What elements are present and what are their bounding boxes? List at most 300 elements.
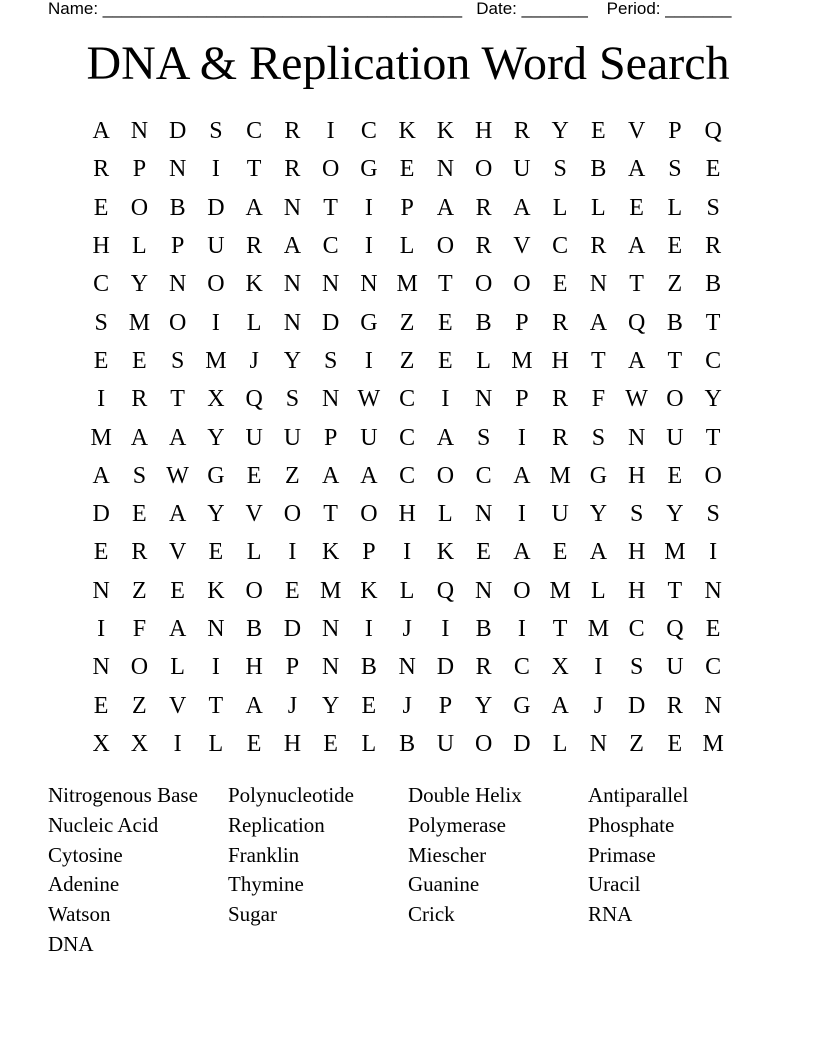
grid-letter: I [709,539,718,566]
grid-letter: N [283,194,302,221]
grid-letter: I [517,424,526,451]
grid-letter: D [92,501,110,528]
grid-letter: C [399,424,416,451]
grid-letter: M [511,347,533,374]
grid-letter: B [666,309,683,336]
grid-letter: E [667,730,683,757]
grid-letter: C [475,462,492,489]
grid-letter: K [321,539,340,566]
grid-letter: P [400,194,414,221]
grid-letter: D [168,118,187,145]
grid-letter: C [705,654,722,681]
grid-letter: T [323,194,338,221]
grid-letter: N [474,501,493,528]
grid-letter: S [706,501,720,528]
grid-letter: L [591,577,606,604]
grid-letter: R [666,692,683,719]
grid-letter: M [319,577,342,604]
grid-letter: T [591,347,606,374]
word-list-item: Watson [48,902,111,927]
grid-letter: I [97,616,106,642]
word-list-item: Antiparallel [588,783,689,807]
grid-letter: F [132,616,147,642]
grid-letter: W [625,386,648,413]
grid-letter: M [90,424,112,451]
grid-letter: R [552,386,569,413]
grid-letter: E [667,233,683,260]
grid-letter: N [321,654,340,681]
grid-letter: S [94,309,108,336]
grid-letter: F [591,386,606,413]
grid-letter: A [245,692,263,719]
grid-letter: C [399,386,416,413]
word-list-item: Nucleic Acid [48,812,159,837]
grid-letter: E [323,730,338,757]
grid-letter: A [92,118,110,145]
grid-letter: K [245,271,263,298]
grid-letter: A [245,194,263,221]
grid-letter: A [130,424,149,451]
grid-letter: O [283,501,302,528]
grid-letter: Z [667,271,683,298]
grid-letter: H [283,730,302,757]
grid-letter: A [589,309,608,336]
grid-letter: R [475,654,492,681]
grid-letter: E [93,347,109,374]
grid-letter: X [551,654,569,681]
grid-letter: Y [551,118,569,145]
grid-letter: C [513,654,530,681]
grid-letter: R [131,386,148,413]
grid-letter: N [92,577,110,604]
grid-letter: S [170,347,185,374]
grid-letter: U [207,233,225,260]
grid-letter: K [207,577,225,604]
grid-letter: E [285,577,300,604]
grid-letter: A [283,233,302,260]
grid-letter: B [705,271,722,298]
grid-letter: O [130,194,149,221]
grid-letter: C [246,118,263,145]
grid-letter: D [283,616,302,642]
grid-letter: L [591,194,606,221]
grid-letter: T [667,347,683,374]
grid-letter: P [668,118,682,145]
grid-letter: R [552,424,569,451]
grid-letter: W [166,462,189,489]
grid-letter: N [474,386,493,413]
grid-letter: I [97,386,106,413]
grid-letter: S [553,156,567,183]
grid-letter: I [441,386,450,413]
grid-letter: M [664,539,686,566]
grid-letter: R [513,118,530,145]
grid-letter: H [245,654,263,681]
grid-letter: L [399,577,415,604]
grid-letter: E [552,539,568,566]
grid-letter: N [321,271,340,298]
grid-letter: E [591,118,606,145]
grid-letter: O [321,156,340,183]
word-list-item: RNA [588,902,633,927]
grid-letter: O [436,462,455,489]
grid-letter: J [593,692,604,719]
grid-letter: C [93,271,110,298]
grid-letter: U [551,501,569,528]
grid-letter: P [362,539,376,566]
grid-letter: N [168,156,187,183]
grid-letter: M [396,271,418,298]
grid-letter: B [246,616,263,642]
grid-letter: V [168,539,187,566]
word-list-item: DNA [48,931,94,956]
student-info-line: Name: ______________________________________ Date: _______ Period: _______ [48,0,732,18]
grid-letter: T [246,156,262,183]
grid-letter: M [549,462,571,489]
grid-letter: G [360,156,378,183]
grid-letter: Q [245,386,263,413]
grid-letter: U [283,424,302,451]
grid-letter: E [170,577,185,604]
word-list-item: Cytosine [48,842,123,867]
grid-letter: R [475,194,492,221]
grid-letter: H [627,539,646,566]
grid-letter: I [364,194,373,221]
grid-letter: A [436,194,455,221]
grid-letter: G [360,309,378,336]
word-list-item: Replication [228,812,325,837]
grid-letter: U [513,156,531,183]
grid-letter: B [169,194,186,221]
grid-letter: T [667,577,683,604]
grid-letter: G [589,462,608,489]
grid-letter: M [549,577,571,604]
grid-letter: E [438,309,453,336]
grid-letter: X [92,730,110,757]
grid-letter: V [245,501,263,528]
grid-letter: V [168,692,187,719]
grid-letter: H [474,118,493,145]
grid-letter: B [360,654,377,681]
word-list-item: Polymerase [408,812,506,837]
grid-letter: E [438,347,453,374]
grid-letter: M [702,730,724,757]
grid-letter: T [552,616,568,642]
grid-letter: S [285,386,300,413]
grid-letter: J [249,347,259,374]
grid-letter: X [130,730,149,757]
word-list-item: Nitrogenous Base [48,783,198,807]
grid-letter: B [590,156,607,183]
grid-letter: Y [666,501,684,528]
word-list-item: Sugar [228,902,277,927]
grid-letter: S [209,118,223,145]
page-title: DNA & Replication Word Search [86,37,730,90]
word-list-item: Guanine [408,872,480,897]
grid-letter: S [132,462,147,489]
grid-letter: R [552,309,569,336]
word-list [48,782,768,961]
grid-letter: A [627,156,646,183]
grid-letter: Z [132,692,147,719]
grid-letter: G [207,462,225,489]
grid-letter: I [364,616,373,642]
grid-letter: N [704,692,722,719]
grid-letter: E [629,194,644,221]
grid-letter: L [208,730,224,757]
grid-letter: N [321,386,340,413]
grid-letter: I [211,156,220,183]
grid-letter: N [283,271,302,298]
grid-letter: Y [130,271,149,298]
grid-letter: L [399,233,415,260]
grid-letter: N [130,118,149,145]
grid-letter: E [476,539,491,566]
grid-letter: L [438,501,453,528]
grid-letter: A [168,424,187,451]
letter-grid [82,112,732,763]
grid-letter: S [591,424,606,451]
word-list-item: Thymine [228,872,304,897]
grid-letter: J [287,692,298,719]
grid-letter: S [706,194,720,221]
grid-letter: D [513,730,531,757]
grid-letter: C [399,462,416,489]
word-list-item: Uracil [588,872,641,897]
grid-letter: S [629,501,644,528]
grid-letter: T [629,271,644,298]
grid-letter: N [283,309,302,336]
grid-letter: I [211,309,220,336]
grid-letter: A [360,462,378,489]
grid-letter: N [321,616,340,642]
grid-letter: N [474,577,493,604]
grid-letter: V [627,118,646,145]
grid-letter: U [666,424,684,451]
grid-letter: E [246,462,262,489]
grid-letter: Y [474,692,493,719]
grid-letter: N [704,577,722,604]
grid-letter: T [705,309,721,336]
word-list-item: Primase [588,842,656,867]
grid-letter: P [438,692,453,719]
grid-letter: H [627,462,646,489]
word-list-item: Adenine [48,872,120,897]
grid-letter: T [208,692,224,719]
grid-letter: N [398,654,416,681]
grid-letter: M [128,309,151,336]
grid-letter: J [402,692,412,719]
grid-letter: I [364,233,373,260]
grid-letter: L [246,539,262,566]
grid-letter: K [360,577,378,604]
grid-letter: A [589,539,608,566]
grid-letter: A [513,539,531,566]
grid-letter: I [594,654,603,681]
grid-letter: E [667,462,683,489]
word-list-item: Franklin [228,842,300,867]
grid-letter: Q [704,118,722,145]
grid-letter: I [173,730,182,757]
grid-letter: D [207,194,225,221]
grid-letter: R [93,156,110,183]
grid-letter: N [168,271,187,298]
grid-letter: W [357,386,381,413]
grid-letter: O [360,501,378,528]
grid-letter: G [513,692,531,719]
grid-letter: B [399,730,416,757]
grid-letter: I [288,539,297,566]
grid-letter: P [515,386,529,413]
grid-letter: E [132,501,147,528]
grid-letter: H [551,347,569,374]
grid-letter: T [170,386,185,413]
grid-letter: L [246,309,262,336]
grid-letter: A [513,462,531,489]
grid-letter: P [323,424,338,451]
grid-letter: Y [207,501,225,528]
grid-letter: A [551,692,569,719]
grid-letter: R [590,233,607,260]
grid-letter: O [666,386,684,413]
grid-letter: A [436,424,455,451]
grid-letter: C [628,616,645,642]
grid-letter: N [627,424,646,451]
grid-letter: A [627,233,646,260]
grid-letter: S [629,654,644,681]
grid-letter: Y [704,386,722,413]
grid-letter: H [398,501,416,528]
grid-letter: O [513,271,531,298]
grid-letter: M [587,616,610,642]
grid-letter: B [475,616,492,642]
grid-letter: L [552,730,568,757]
grid-letter: U [245,424,263,451]
grid-letter: A [168,616,187,642]
grid-letter: R [284,118,301,145]
grid-letter: Y [589,501,608,528]
grid-letter: I [211,654,220,681]
grid-letter: T [323,501,338,528]
grid-letter: C [705,347,722,374]
grid-letter: C [322,233,339,260]
grid-letter: Z [399,347,415,374]
grid-letter: O [474,271,493,298]
grid-letter: V [513,233,531,260]
grid-letter: O [245,577,263,604]
grid-letter: P [132,156,147,183]
grid-letter: R [131,539,148,566]
grid-letter: O [704,462,722,489]
grid-letter: C [552,233,569,260]
grid-letter: L [476,347,491,374]
grid-letter: R [284,156,301,183]
grid-letter: H [92,233,110,260]
grid-letter: O [436,233,455,260]
word-list-item: Double Helix [408,783,522,807]
grid-letter: K [436,118,455,145]
grid-letter: P [285,654,300,681]
grid-letter: K [436,539,455,566]
grid-letter: Q [627,309,646,336]
grid-letter: P [170,233,185,260]
grid-letter: A [513,194,531,221]
grid-letter: X [207,386,225,413]
grid-letter: I [517,501,526,528]
grid-letter: A [627,347,646,374]
grid-letter: D [436,654,455,681]
grid-letter: C [360,118,377,145]
grid-letter: B [475,309,492,336]
grid-letter: N [207,616,225,642]
grid-letter: E [93,692,109,719]
grid-letter: E [705,156,721,183]
grid-letter: I [326,118,335,145]
grid-letter: L [552,194,568,221]
grid-letter: Q [666,616,684,642]
grid-letter: E [93,539,109,566]
grid-letter: I [517,616,526,642]
grid-letter: Z [132,577,147,604]
grid-letter: N [360,271,378,298]
grid-letter: A [321,462,340,489]
word-list-item: Crick [408,902,455,927]
grid-letter: A [168,501,187,528]
grid-letter: U [666,654,684,681]
grid-letter: O [474,156,493,183]
grid-letter: O [513,577,531,604]
grid-letter: I [441,616,450,642]
grid-letter: Q [436,577,455,604]
grid-letter: Y [283,347,302,374]
grid-letter: S [323,347,338,374]
grid-letter: D [627,692,646,719]
grid-letter: Y [321,692,340,719]
grid-letter: E [399,156,415,183]
grid-letter: U [360,424,378,451]
grid-letter: M [205,347,227,374]
grid-letter: L [132,233,147,260]
grid-letter: J [402,616,412,642]
grid-letter: Z [629,730,644,757]
grid-letter: O [207,271,225,298]
grid-letter: O [474,730,493,757]
grid-letter: S [668,156,682,183]
grid-letter: I [403,539,412,566]
grid-letter: O [168,309,187,336]
grid-letter: L [361,730,377,757]
grid-letter: E [552,271,568,298]
grid-letter: Y [207,424,225,451]
grid-letter: R [705,233,722,260]
grid-letter: S [476,424,491,451]
grid-letter: K [398,118,416,145]
grid-letter: A [92,462,110,489]
grid-letter: N [436,156,455,183]
grid-letter: T [438,271,453,298]
grid-letter: T [705,424,721,451]
grid-letter: E [361,692,377,719]
grid-letter: N [589,271,608,298]
grid-letter: E [132,347,147,374]
grid-letter: U [436,730,455,757]
grid-letter: N [92,654,110,681]
grid-letter: H [627,577,646,604]
grid-letter: L [667,194,683,221]
grid-letter: E [246,730,262,757]
grid-letter: R [246,233,263,260]
grid-letter: E [93,194,109,221]
